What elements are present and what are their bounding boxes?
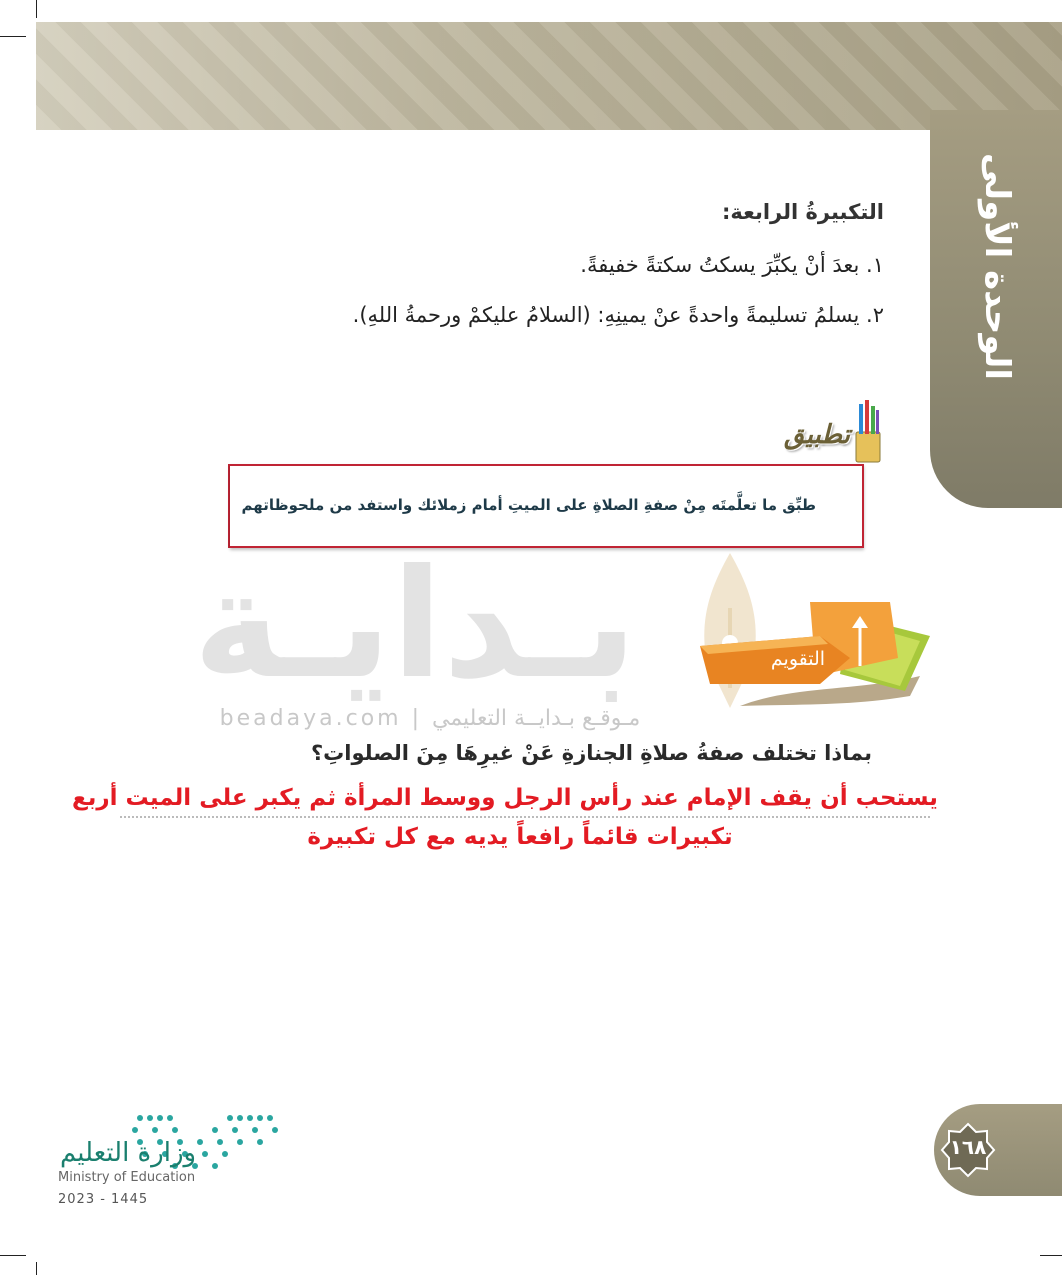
- unit-tab: [930, 110, 1062, 508]
- watermark-word: بـدايـة: [192, 538, 638, 712]
- page-number: ١٦٨: [949, 1135, 987, 1159]
- crop-mark: [0, 1255, 26, 1256]
- crop-mark: [0, 36, 26, 37]
- crop-mark: [36, 1262, 37, 1275]
- answer-dotted-line: [120, 816, 930, 818]
- section-heading: التكبيرةُ الرابعة:: [721, 200, 884, 224]
- crop-mark: [1040, 1255, 1062, 1256]
- application-box: [230, 464, 864, 548]
- answer-text: تكبيرات قائماً رافعاً يديه مع كل تكبيرة: [307, 824, 733, 850]
- unit-title: الوحدة الأولى: [977, 153, 1017, 381]
- rule-item: ٢. يسلمُ تسليمةً واحدةً عنْ يمينِهِ: (السلامُ عليكمْ ورحمةُ اللهِ).: [352, 303, 884, 327]
- evaluation-label: التقويم: [770, 648, 826, 670]
- answer-text: يستحب أن يقف الإمام عند رأس الرجل ووسط المرأة ثم يكبر على الميت أربع: [72, 785, 938, 811]
- watermark-site: beadaya.com | مـوقـع بـدايــة التعليمي: [219, 706, 641, 731]
- rule-item: ١. بعدَ أنْ يكبِّرَ يسكتُ سكتةً خفيفةً.: [580, 253, 884, 277]
- application-label: تطبيق: [784, 420, 850, 450]
- evaluation-question: بماذا تختلف صفةُ صلاةِ الجنازةِ عَنْ غيرِهَا مِنَ الصلواتِ؟: [311, 741, 872, 765]
- ministry-name-en: Ministry of Education: [58, 1170, 196, 1185]
- ministry-name-ar: وزارة التعليم: [60, 1138, 197, 1168]
- crop-mark: [36, 0, 37, 18]
- pencils-cup-icon: [850, 398, 886, 464]
- edition-year: 2023 - 1445: [58, 1192, 149, 1207]
- application-text: طبِّق ما تعلَّمتَه مِنْ صفةِ الصلاةِ على الميتِ أمام زملائك واستفد من ملحوظاتهم: [241, 496, 816, 514]
- header-band: [36, 22, 1062, 130]
